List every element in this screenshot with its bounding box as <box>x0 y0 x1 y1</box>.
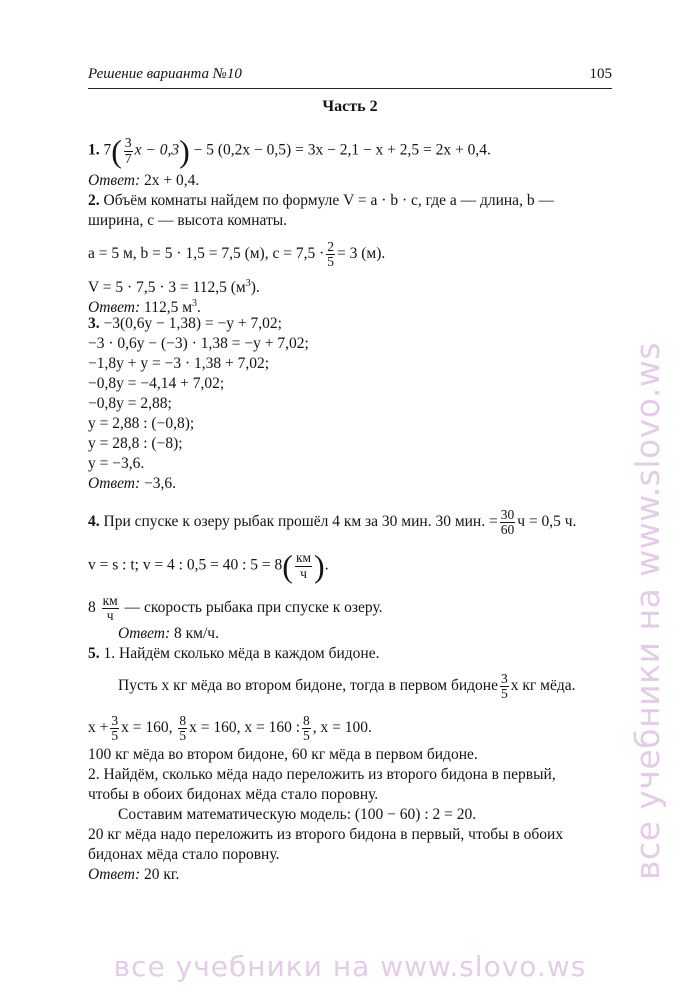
task1-answer: Ответ: 2x + 0,4. <box>88 172 200 189</box>
task5-line6: чтобы в обоих бидонах мёда стало поровну. <box>88 786 379 803</box>
task5-line5: 2. Найдём, сколько мёда надо переложить из второго бидона в первый, <box>88 766 556 783</box>
watermark-side: все учебники на www.slovo.ws <box>628 341 667 880</box>
page-number: 105 <box>589 66 612 82</box>
running-title: Решение варианта №10 <box>88 66 242 82</box>
task2-line2: ширина, c — высота комнаты. <box>88 212 288 229</box>
task5-line2: Пусть x кг мёда во втором бидоне, тогда в первом бидоне $\frac{3}{5}$ x кг мёда. <box>118 671 576 702</box>
task3-line4: −0,8y = −4,14 + 7,02; <box>88 375 225 392</box>
task5-line8: 20 кг мёда надо переложить из второго бидона в первый, чтобы в обоих <box>88 826 564 843</box>
task4-line2: v = s : t; v = 4 : 0,5 = 40 : 5 = 8( $\frac{км}{ч}$ ). <box>88 548 329 584</box>
fraction: $\frac{8}{5}$ <box>179 713 187 744</box>
fraction: $\frac{3}{7}$ <box>124 135 132 166</box>
task2-answer: Ответ: 112,5 $м^3$. <box>88 298 201 317</box>
task3-line7: y = 28,8 : (−8); <box>88 435 183 452</box>
fraction: $\frac{3}{5}$ <box>501 671 508 702</box>
task3-line5: −0,8y = 2,88; <box>88 395 172 412</box>
watermark-bottom: все учебники на www.slovo.ws <box>113 950 587 983</box>
task5-line1: 5. 1. Найдём сколько мёда в каждом бидоне. <box>88 645 380 662</box>
task5-line3: x + $\frac{3}{5}$ x = 160, $\frac{8}{5}$ x = 160, x = 160 : $\frac{8}{5}$ , x = 100. <box>88 713 372 744</box>
header-rule <box>88 88 612 89</box>
task3-line1: 3. −3(0,6y − 1,38) = −y + 7,02; <box>88 315 282 332</box>
section-title: Часть 2 <box>322 98 378 115</box>
fraction: $\frac{8}{5}$ <box>303 713 310 744</box>
task2-line4: V = 5 · 7,5 · 3 = 112,5 $(м^3)$. <box>88 278 260 297</box>
task5-line9: бидонах мёда стало поровну. <box>88 846 280 863</box>
task3-line6: y = 2,88 : (−0,8); <box>88 415 195 432</box>
task2-line3: a = 5 м, b = 5 · 1,5 = 7,5 (м), c = 7,5 · $\frac{2}{5}$ = 3 (м). <box>88 239 386 270</box>
fraction: $\frac{2}{5}$ <box>327 239 334 270</box>
fraction: $\frac{км}{ч}$ <box>102 593 118 624</box>
task3-line8: y = −3,6. <box>88 455 145 472</box>
task4-line1: 4. При спуске к озеру рыбак прошёл 4 км за 30 мин. 30 мин. = $\frac{30}{60}$ ч = 0,5 ч. <box>88 507 577 538</box>
fraction: $\frac{30}{60}$ <box>500 507 515 538</box>
task3-answer: Ответ: −3,6. <box>88 475 177 492</box>
task4-line3: 8 $\frac{км}{ч}$ — скорость рыбака при спуске к озеру. <box>88 593 383 624</box>
task3-line2: −3 · 0,6y − (−3) · 1,38 = −y + 7,02; <box>88 335 309 352</box>
task5-answer: Ответ: 20 кг. <box>88 866 180 883</box>
task5-line4: 100 кг мёда во втором бидоне, 60 кг мёда в первом бидоне. <box>88 746 478 763</box>
task4-answer: Ответ: 8 км/ч. <box>118 625 219 642</box>
fraction: $\frac{км}{ч}$ <box>295 550 312 581</box>
task3-line3: −1,8y + y = −3 · 1,38 + 7,02; <box>88 355 270 372</box>
task2-line1: 2. Объём комнаты найдем по формуле V = a · b · c, где a — длина, b — <box>88 192 554 209</box>
task1-number: 1. <box>88 141 100 159</box>
fraction: $\frac{3}{5}$ <box>111 713 119 744</box>
task5-line7: Составим математическую модель: (100 − 60) : 2 = 20. <box>118 806 477 823</box>
task1-equation: 1. 7( $\frac{3}{7}$ x − 0,3) − 5 (0,2x − 0,5) = 3x − 2,1 − x + 2,5 = 2x + 0,4. <box>88 133 491 169</box>
